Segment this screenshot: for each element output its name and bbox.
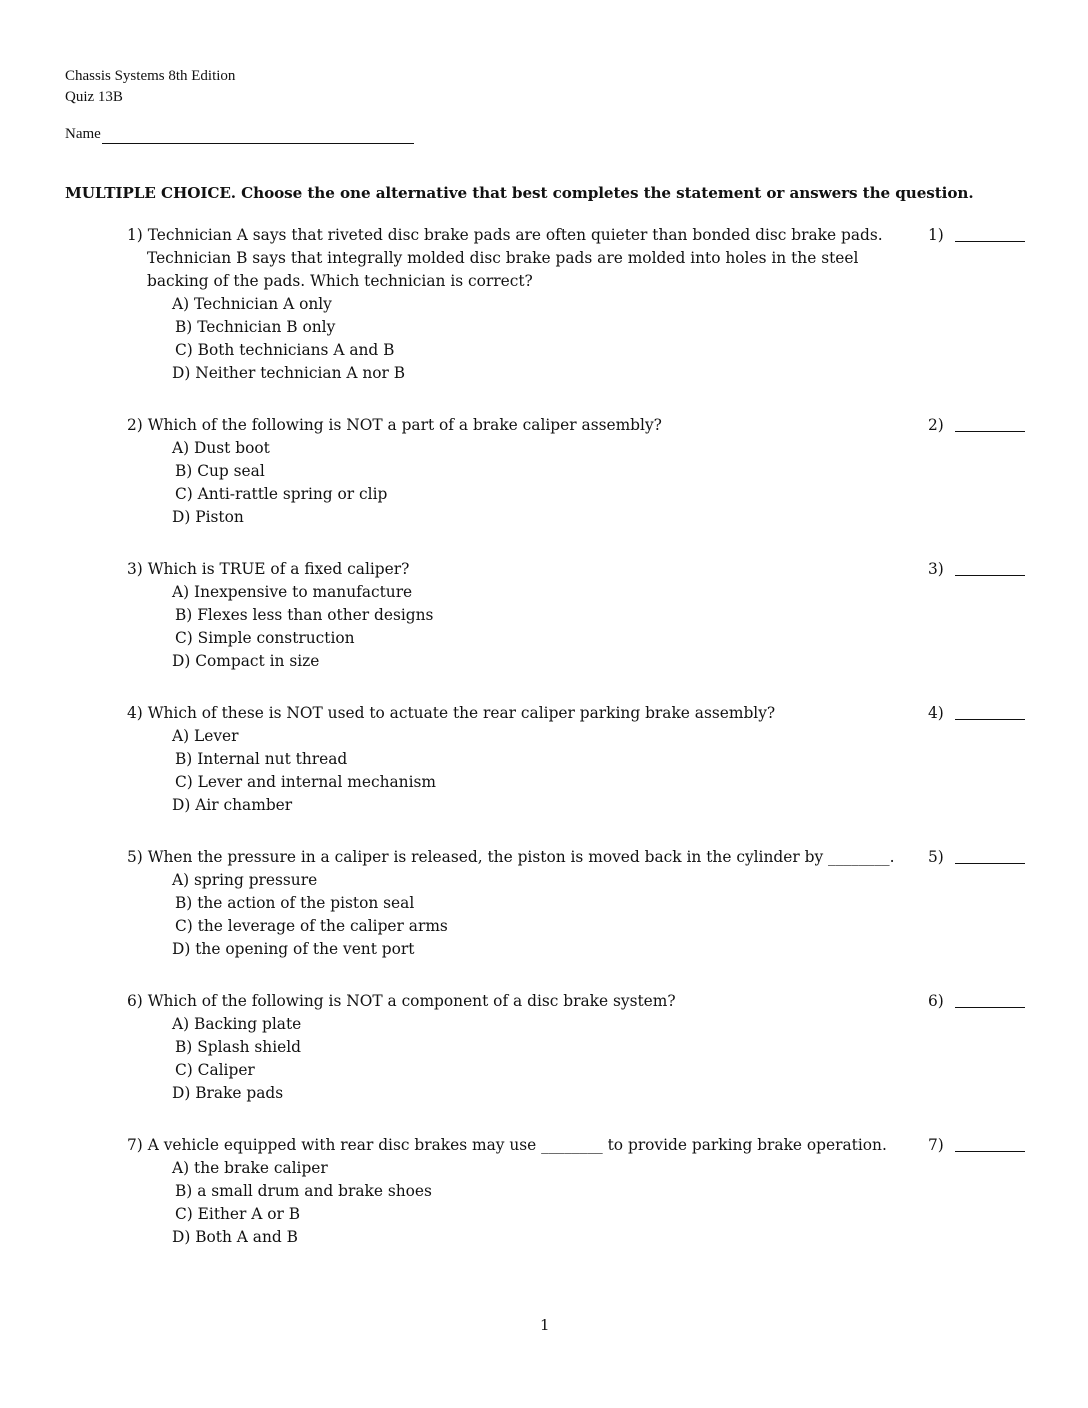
option-c: C) Simple construction	[175, 629, 355, 647]
question-2	[0, 414, 1088, 529]
answer-number: 3)	[928, 560, 944, 578]
question-stem	[127, 846, 907, 869]
option-a: A) spring pressure	[172, 871, 318, 889]
answer-number: 1)	[928, 226, 944, 244]
question-stem	[127, 558, 907, 581]
name-label: Name	[65, 126, 101, 142]
stem-line: Technician B says that integrally molded disc brake pads are molded into holes in the steel	[147, 249, 859, 267]
option-b: B) Cup seal	[175, 462, 265, 480]
page-number: 1	[540, 1316, 550, 1334]
question-7	[0, 1134, 1088, 1249]
option-c: C) the leverage of the caliper arms	[175, 917, 448, 935]
answer-blank[interactable]	[955, 431, 1025, 432]
answer-blank[interactable]	[955, 863, 1025, 864]
stem-line: 2) Which of the following is NOT a part of a brake caliper assembly?	[127, 416, 662, 434]
answer-blank[interactable]	[955, 1007, 1025, 1008]
answer-number: 7)	[928, 1136, 944, 1154]
stem-line: 4) Which of these is NOT used to actuate the rear caliper parking brake assembly?	[127, 704, 776, 722]
stem-line: 3) Which is TRUE of a fixed caliper?	[127, 560, 410, 578]
answer-number: 6)	[928, 992, 944, 1010]
option-c: C) Anti-rattle spring or clip	[175, 485, 388, 503]
question-3	[0, 558, 1088, 673]
question-list	[0, 224, 1088, 1278]
option-d: D) Air chamber	[172, 796, 293, 814]
option-a: A) Lever	[172, 727, 239, 745]
answer-number: 4)	[928, 704, 944, 722]
name-blank-line[interactable]	[102, 126, 414, 144]
option-d: D) Compact in size	[172, 652, 320, 670]
option-b: B) Technician B only	[175, 318, 336, 336]
question-5	[0, 846, 1088, 961]
option-b: B) the action of the piston seal	[175, 894, 415, 912]
answer-blank[interactable]	[955, 1151, 1025, 1152]
option-c: C) Both technicians A and B	[175, 341, 395, 359]
stem-line: backing of the pads. Which technician is correct?	[147, 272, 533, 290]
instructions: MULTIPLE CHOICE. Choose the one alternative that best completes the statement or answers the question.	[65, 184, 974, 202]
question-stem	[127, 990, 907, 1013]
option-d: D) Neither technician A nor B	[172, 364, 406, 382]
quiz-title: Quiz 13B	[65, 89, 123, 105]
answer-blank[interactable]	[955, 241, 1025, 242]
answer-number: 5)	[928, 848, 944, 866]
stem-line: 7) A vehicle equipped with rear disc brakes may use ________ to provide parking brake operation.	[127, 1136, 887, 1154]
answer-number: 2)	[928, 416, 944, 434]
option-b: B) Splash shield	[175, 1038, 302, 1056]
stem-line: 1) Technician A says that riveted disc brake pads are often quieter than bonded disc brake pads.	[127, 226, 883, 244]
option-a: A) Backing plate	[172, 1015, 302, 1033]
option-c: C) Lever and internal mechanism	[175, 773, 437, 791]
question-1	[0, 224, 1088, 385]
option-b: B) Flexes less than other designs	[175, 606, 434, 624]
option-a: A) the brake caliper	[172, 1159, 328, 1177]
option-d: D) Both A and B	[172, 1228, 298, 1246]
course-title: Chassis Systems 8th Edition	[65, 68, 236, 84]
question-4	[0, 702, 1088, 817]
option-d: D) Piston	[172, 508, 244, 526]
stem-line: 6) Which of the following is NOT a component of a disc brake system?	[127, 992, 676, 1010]
name-field[interactable]	[65, 124, 414, 144]
option-d: D) Brake pads	[172, 1084, 284, 1102]
question-stem	[127, 1134, 907, 1157]
answer-blank[interactable]	[955, 575, 1025, 576]
answer-blank[interactable]	[955, 719, 1025, 720]
option-c: C) Either A or B	[175, 1205, 301, 1223]
question-6	[0, 990, 1088, 1105]
stem-line: 5) When the pressure in a caliper is released, the piston is moved back in the cylinder by ________.	[127, 848, 895, 866]
option-a: A) Inexpensive to manufacture	[172, 583, 413, 601]
option-c: C) Caliper	[175, 1061, 255, 1079]
option-b: B) a small drum and brake shoes	[175, 1182, 432, 1200]
option-a: A) Technician A only	[172, 295, 332, 313]
option-d: D) the opening of the vent port	[172, 940, 415, 958]
option-a: A) Dust boot	[172, 439, 270, 457]
option-b: B) Internal nut thread	[175, 750, 348, 768]
question-stem	[127, 702, 907, 725]
question-stem	[127, 414, 907, 437]
question-stem	[127, 224, 907, 293]
